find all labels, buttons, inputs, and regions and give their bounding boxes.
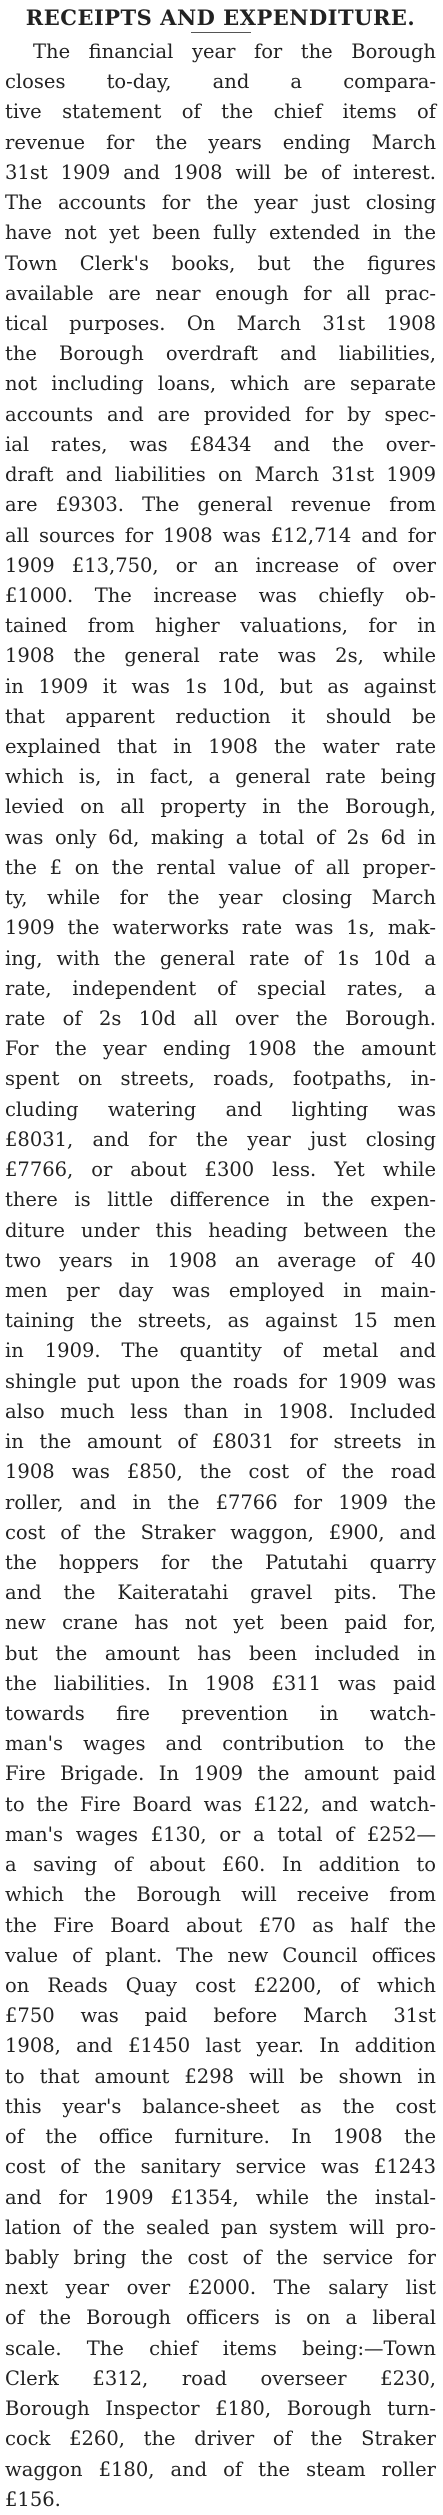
article-line: roller, and in the £7766 for 1909 the xyxy=(5,1490,436,1514)
article-line: Town Clerk's books, but the figures xyxy=(5,251,436,275)
article-line: and for 1909 £1354, while the instal- xyxy=(5,2185,436,2209)
article-line: also much less than in 1908. Included xyxy=(5,1399,436,1423)
article-line: 1908 was £850, the cost of the road xyxy=(5,1460,436,1484)
article-line: For the year ending 1908 the amount xyxy=(5,1037,436,1061)
article-line: shingle put upon the roads for 1909 was xyxy=(5,1369,436,1393)
article-line: but the amount has been included in xyxy=(5,1641,436,1665)
article-line: two years in 1908 an average of 40 xyxy=(5,1248,436,1272)
article-line: value of plant. The new Council offices xyxy=(5,1943,436,1967)
article-line: draft and liabilities on March 31st 1909 xyxy=(5,463,436,487)
article-line: 1909 the waterworks rate was 1s, mak- xyxy=(5,916,436,940)
article-line: Fire Brigade. In 1909 the amount paid xyxy=(5,1762,436,1786)
article-line: 1909 £13,750, or an increase of over xyxy=(5,553,436,577)
article-line: ial rates, was £8434 and the over- xyxy=(5,432,436,456)
article-line: the £ on the rental value of all proper- xyxy=(5,855,436,879)
article-line: £750 was paid before March 31st xyxy=(5,2004,436,2028)
article-line: man's wages £130, or a total of £252— xyxy=(5,1822,436,1846)
article-line: ty, while for the year closing March xyxy=(5,886,436,910)
article-line: which the Borough will receive from xyxy=(5,1883,436,1907)
article-line: The financial year for the Borough xyxy=(33,40,436,63)
article-line: the liabilities. In 1908 £311 was paid xyxy=(5,1671,436,1695)
article-line: cost of the Straker waggon, £900, and xyxy=(5,1520,436,1544)
article-line: rate of 2s 10d all over the Borough. xyxy=(5,1007,436,1030)
article-line: of the office furniture. In 1908 the xyxy=(5,2125,436,2149)
article-line: £8031, and for the year just closing xyxy=(5,1127,436,1151)
article-line: to that amount £298 will be shown in xyxy=(5,2064,436,2088)
article-line: tical purposes. On March 31st 1908 xyxy=(5,311,436,335)
article-line: £7766, or about £300 less. Yet while xyxy=(5,1158,436,1182)
article-line: this year's balance-sheet as the cost xyxy=(5,2094,436,2118)
article-line: Clerk £312, road overseer £230, xyxy=(5,2366,436,2390)
article-line: £1000. The increase was chiefly ob- xyxy=(5,583,436,607)
article-line: £156. xyxy=(5,2487,61,2511)
article-line: diture under this heading between the xyxy=(5,1218,436,1242)
article-body xyxy=(5,37,436,2515)
article-line: which is, in fact, a general rate being xyxy=(5,765,436,789)
article-line: bably bring the cost of the service for xyxy=(5,2245,436,2269)
article-line: in 1909 it was 1s 10d, but as against xyxy=(5,674,436,698)
article-line: man's wages and contribution to the xyxy=(5,1732,436,1756)
article-line: the Borough overdraft and liabilities, xyxy=(5,342,436,366)
article-line: a saving of about £60. In addition to xyxy=(5,1853,436,1877)
article-line: waggon £180, and of the steam roller xyxy=(5,2457,436,2481)
headline-rule xyxy=(191,32,251,33)
article-line: in the amount of £8031 for streets in xyxy=(5,1430,436,1454)
article-line: towards fire prevention in watch- xyxy=(5,1702,436,1726)
article-line: have not yet been fully extended in the xyxy=(5,221,436,245)
article-line: the Fire Board about £70 as half the xyxy=(5,1913,436,1937)
article-line: tive statement of the chief items of xyxy=(5,100,436,124)
article-line: next year over £2000. The salary list xyxy=(5,2276,436,2300)
article-line: 1908, and £1450 last year. In addition xyxy=(5,2034,436,2058)
article-line: there is little difference in the expen- xyxy=(5,1188,436,1212)
article-line: are £9303. The general revenue from xyxy=(5,493,436,517)
article-line: and the Kaiteratahi gravel pits. The xyxy=(5,1581,436,1605)
article-line: explained that in 1908 the water rate xyxy=(5,735,436,759)
article-line: not including loans, which are separate xyxy=(5,372,436,396)
article-line: available are near enough for all prac- xyxy=(5,281,436,305)
article-line: 1908 the general rate was 2s, while xyxy=(5,644,436,668)
article-line: cost of the sanitary service was £1243 xyxy=(5,2155,436,2179)
article-line: men per day was employed in main- xyxy=(5,1278,436,1302)
article-line: the hoppers for the Patutahi quarry xyxy=(5,1550,436,1574)
article-line: all sources for 1908 was £12,714 and for xyxy=(5,523,436,547)
article-line: in 1909. The quantity of metal and xyxy=(5,1339,436,1363)
article-line: Borough Inspector £180, Borough turn- xyxy=(5,2397,436,2421)
newspaper-column xyxy=(5,4,436,2515)
article-line: of the Borough officers is on a liberal xyxy=(5,2306,436,2330)
article-line: cock £260, the driver of the Straker xyxy=(5,2427,436,2451)
article-line: lation of the sealed pan system will pro- xyxy=(5,2215,436,2239)
article-line: that apparent reduction it should be xyxy=(5,704,436,728)
article-line: cluding watering and lighting was xyxy=(5,1097,436,1121)
article-headline: RECEIPTS AND EXPENDITURE. xyxy=(25,5,416,30)
article-line: was only 6d, making a total of 2s 6d in xyxy=(5,825,436,849)
article-line: on Reads Quay cost £2200, of which xyxy=(5,1974,436,1997)
article-line: 31st 1909 and 1908 will be of interest. xyxy=(5,160,436,184)
article-line: to the Fire Board was £122, and watch- xyxy=(5,1792,436,1816)
article-line: revenue for the years ending March xyxy=(5,130,436,154)
article-line: spent on streets, roads, footpaths, in- xyxy=(5,1067,436,1091)
article-line: taining the streets, as against 15 men xyxy=(5,1309,436,1333)
article-line: levied on all property in the Borough, xyxy=(5,795,436,819)
article-line: new crane has not yet been paid for, xyxy=(5,1611,436,1635)
article-line: closes to-day, and a compara- xyxy=(5,70,436,94)
article-line: rate, independent of special rates, a xyxy=(5,976,436,1000)
article-line: scale. The chief items being:—Town xyxy=(5,2336,436,2360)
article-line: The accounts for the year just closing xyxy=(5,191,436,215)
article-line: tained from higher valuations, for in xyxy=(5,614,436,638)
article-line: accounts and are provided for by spec- xyxy=(5,402,436,426)
article-line: ing, with the general rate of 1s 10d a xyxy=(5,946,436,970)
